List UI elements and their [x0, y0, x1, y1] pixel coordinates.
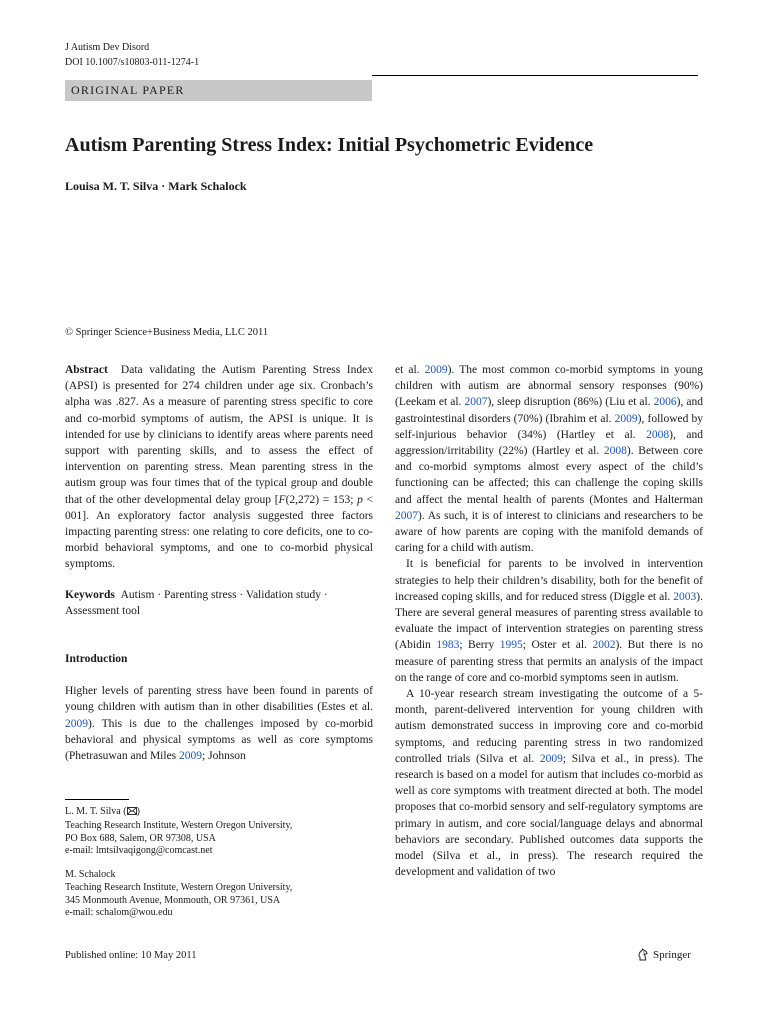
publisher-logo: Springer: [637, 948, 691, 961]
body-paragraph-1: et al. 2009). The most common co-morbid symptoms in young children with autism are abnormal sensory responses (90%) (Leekam et al. 2007), sleep disruption (86%) (Liu et al. 2006), and gastrointestinal disorders (70%) (Ibrahim et al. 2009), followed by self-injurious behavior (34%) (Hartley et al. 2008), and aggression/irritability (22%) (Hartley et al. 2008). Between core and co-morbid symptoms almost every aspect of the child’s functioning can be affected; this can challenge the coping skills and affect the mental health of parents (Montes and Halterman 2007). As such, it is of interest to clinicians and researchers to be aware of how parents are coping with the manifold demands of caring for a child with autism.: [395, 364, 703, 555]
affiliation-1: L. M. T. Silva ( ) Teaching Research Institute, Western Oregon University, PO Box 688, Salem, OR 97308, USA e-mail: lmtsilvaqigong@comcast.net: [65, 806, 293, 857]
citation-link[interactable]: 2009: [179, 750, 203, 763]
citation-link[interactable]: 2008: [603, 445, 627, 458]
right-column: [395, 362, 703, 881]
header-rule: [372, 75, 698, 76]
envelope-icon: [127, 807, 137, 820]
body-paragraph-3: A 10-year research stream investigating the outcome of a 5-month, parent-delivered intervention for young children with autism demonstrated success in improving core and co-morbid symptoms, and reducing parenting stress in two randomized controlled trials (Silva et al. 2009; Silva et al., in press). The research is based on a model for autism that includes co-morbid as well as core symptoms with treatment directed at both. The model proposes that co-morbid sensory and self-regulatory symptoms are primary in autism, and core social/language delays and abnormal behaviors are secondary. Published outcomes data supports the model (Silva et al., in press). The research required the development and validation of two: [395, 688, 704, 879]
citation-link[interactable]: 2009: [539, 752, 563, 765]
citation-link[interactable]: 2002: [592, 639, 616, 652]
journal-name: J Autism Dev Disord: [65, 42, 150, 53]
citation-link[interactable]: 2009: [424, 364, 448, 376]
doi[interactable]: DOI 10.1007/s10803-011-1274-1: [65, 57, 200, 68]
citation-link[interactable]: 1983: [436, 639, 460, 652]
abstract-heading: Abstract: [65, 364, 108, 376]
citation-link[interactable]: 2007: [464, 396, 488, 409]
introduction-heading: Introduction: [65, 653, 128, 666]
email-link[interactable]: e-mail: schalom@wou.edu: [65, 907, 173, 919]
springer-knight-icon: [637, 948, 649, 961]
abstract: Abstract Data validating the Autism Parenting Stress Index (APSI) is presented for 274 children under age six. Cronbach’s alpha was .827. As a measure of parenting stress specific to core and co-morbid symptoms of autism, the APSI is unique. It is intended for use by clinicians to identify areas where parents need support with parenting skills, and to assess the effect of intervention on parenting stress. Mean parenting stress in the autism group was four times that of the typical group and double that of the other developmental delay group [F(2,272) = 153; p < 001]. An exploratory factor analysis suggested three factors impacting parenting stress: one relating to core deficits, one to co-morbid behavioral symptoms, and one to co-morbid physical symptoms.: [65, 364, 373, 571]
paper-title: Autism Parenting Stress Index: Initial Psychometric Evidence: [65, 134, 594, 156]
article-type-band: ORIGINAL PAPER: [65, 80, 372, 101]
citation-link[interactable]: 2008: [646, 428, 670, 441]
citation-link[interactable]: 2006: [653, 396, 677, 409]
footnote-rule: [65, 799, 129, 800]
left-column: [65, 362, 373, 764]
citation-link[interactable]: 2009: [65, 717, 88, 730]
introduction-text: Higher levels of parenting stress have been found in parents of young children with autism than in other disabilities (Estes et al. 2009). This is due to the challenges imposed by co-morbid behavioral and physical symptoms as well as core symptoms (Phetrasuwan and Miles 2009; Johnson: [65, 685, 373, 763]
citation-link[interactable]: 2009: [614, 412, 638, 425]
published-online: Published online: 10 May 2011: [65, 950, 197, 961]
citation-link[interactable]: 2003: [673, 590, 697, 603]
citation-link[interactable]: 1995: [499, 639, 523, 652]
copyright-line: © Springer Science+Business Media, LLC 2011: [65, 327, 269, 338]
keywords-heading: Keywords: [65, 588, 115, 601]
body-paragraph-2: It is beneficial for parents to be involved in intervention strategies to help their children’s disability, both for the benefit of increased coping skills, and for reduced stress (Diggle et al. 2003). There are several general measures of parenting stress available to evaluate the impact of intervention strategies on parenting stress (Abidin 1983; Berry 1995; Oster et al. 2002). But there is no measure of parenting stress that permits an analysis of the impact on the range of core and co-morbid symptoms seen in autism.: [395, 558, 704, 684]
affiliation-2: M. Schalock Teaching Research Institute, Western Oregon University, 345 Monmouth Avenue, Monmouth, OR 97361, USA e-mail: schalom@wou.edu: [65, 869, 293, 919]
author-list: Louisa M. T. Silva · Mark Schalock: [65, 179, 247, 193]
keywords: Keywords Autism · Parenting stress · Validation study · Assessment tool: [65, 588, 328, 617]
citation-link[interactable]: 2007: [395, 509, 418, 522]
email-link[interactable]: e-mail: lmtsilvaqigong@comcast.net: [65, 845, 213, 857]
